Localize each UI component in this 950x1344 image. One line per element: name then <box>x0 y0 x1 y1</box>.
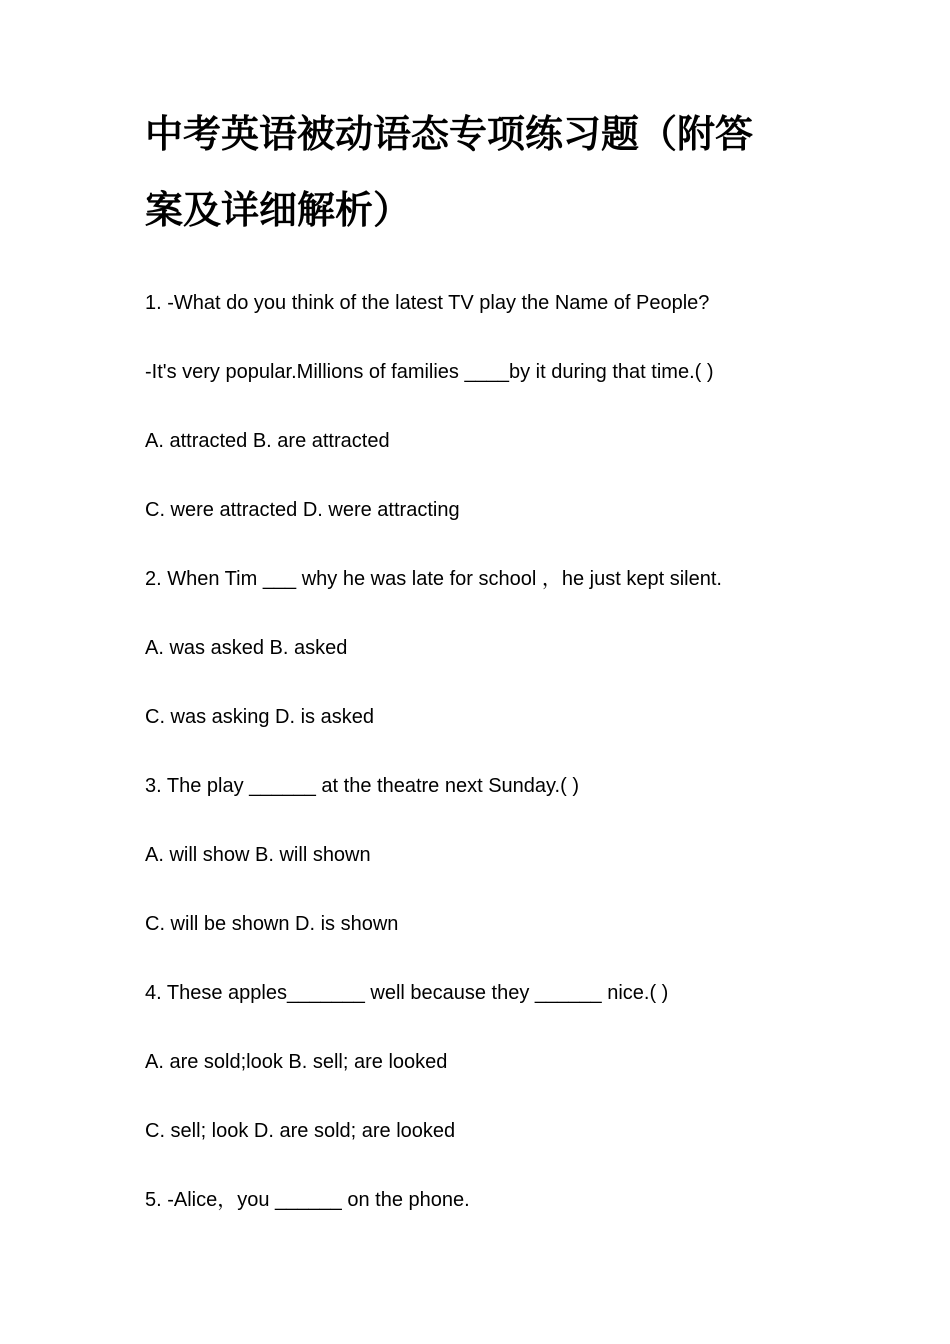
question-3-options-cd: C. will be shown D. is shown <box>145 913 399 935</box>
question-4-options-ab: A. are sold;look B. sell; are looked <box>145 1051 448 1073</box>
question-4-options-cd: C. sell; look D. are sold; are looked <box>145 1120 456 1142</box>
question-3-prompt: 3. The play ______ at the theatre next Sunday.( ) <box>145 775 579 797</box>
title-line-2: 案及详细解析） <box>145 188 412 232</box>
title-line-1: 中考英语被动语态专项练习题（附答 <box>145 112 754 156</box>
question-2-options-ab: A. was asked B. asked <box>145 637 348 659</box>
question-5-prompt: 5. -Alice，you ______ on the phone. <box>145 1189 470 1211</box>
question-1-prompt: 1. -What do you think of the latest TV play the Name of People? <box>145 292 710 314</box>
question-1-options-ab: A. attracted B. are attracted <box>145 430 390 452</box>
document-title <box>145 96 825 248</box>
question-3-options-ab: A. will show B. will shown <box>145 844 371 866</box>
question-2-prompt: 2. When Tim ___ why he was late for school ，he just kept silent. <box>145 568 722 590</box>
question-2-options-cd: C. was asking D. is asked <box>145 706 374 728</box>
question-1-options-cd: C. were attracted D. were attracting <box>145 499 460 521</box>
question-1-response: -It's very popular.Millions of families ____by it during that time.( ) <box>145 361 714 383</box>
question-4-prompt: 4. These apples_______ well because they ______ nice.( ) <box>145 982 669 1004</box>
